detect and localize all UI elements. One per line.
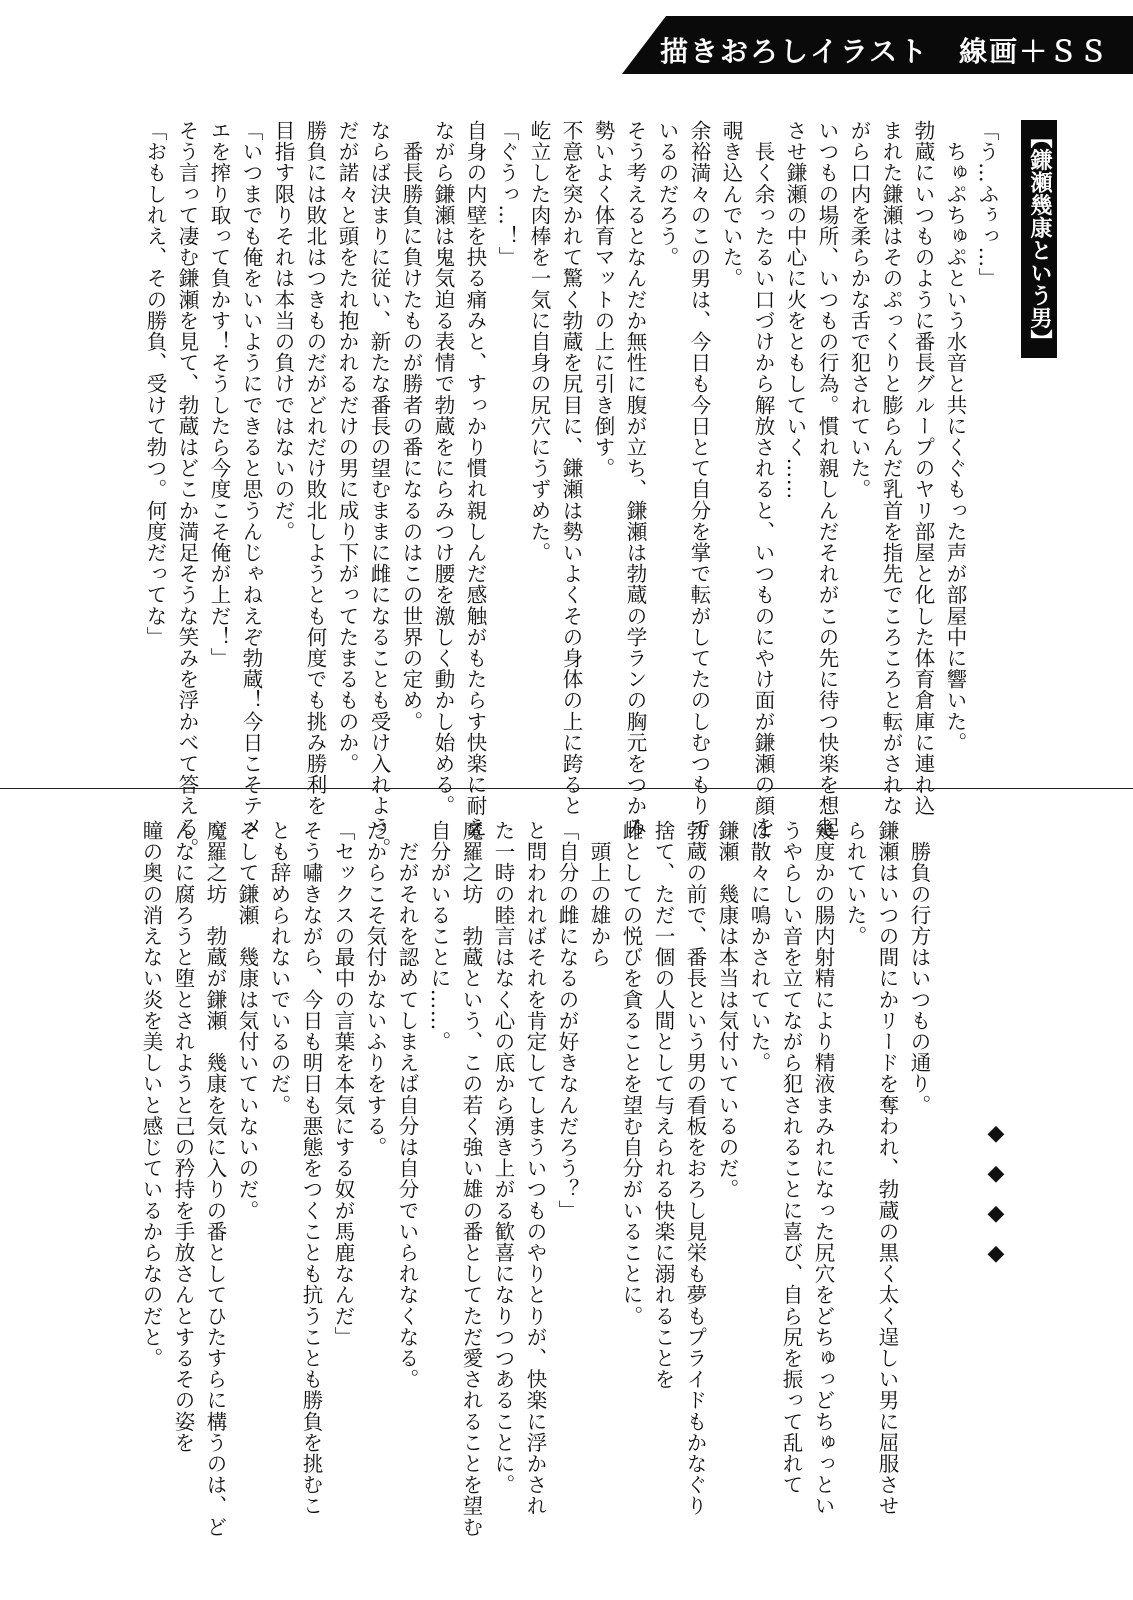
text-line: と問われればそれを肯定してしまういつものやりとりが、快楽に浮かされ	[523, 820, 547, 1517]
text-line: 捨て、ただ一個の人間として与えられる快楽に溺れることを	[651, 820, 675, 1390]
text-line: ながら鎌瀬は鬼気迫る表情で勃蔵をにらみつけ腰を激しく動かし始める。	[431, 120, 455, 817]
text-line: 瞳の奥の消えない炎を美しいと感じているからなのだと。	[139, 820, 163, 1369]
text-line: 勃蔵の前で、番長という男の看板をおろし見栄も夢もプライドもかなぐり	[683, 820, 707, 1517]
text-line: 勃蔵にいつものように番長グループのヤリ部屋と化した体育倉庫に連れ込	[911, 120, 935, 817]
text-line: とも辞められないでいるのだ。	[267, 820, 291, 1116]
text-line: 雌としての悦びを貪ることを望む自分がいることに。	[619, 820, 643, 1327]
story-bottom-lines	[135, 820, 935, 1580]
text-line: 長く余ったるい口づけから解放されると、いつものにやけ面が鎌瀬の顔を	[751, 120, 775, 838]
diamond-icon: ◆	[987, 1241, 1005, 1266]
text-line: た一時の睦言はなく心の底から湧き上がる歓喜になりつつあることに。	[491, 820, 515, 1496]
text-line: 自身の内壁を抉る痛みと、すっかり慣れ親しんだ感触がもたらす快楽に耐え	[463, 120, 487, 838]
story-top-lines	[139, 120, 1003, 859]
text-line: ならば決まりに従い、新たな番長の望むままに雌になることも受け入れよう。	[367, 120, 391, 859]
text-line: だが諾々と頭をたれ抱かれるだけの男に成り下がってたまるものか。	[335, 120, 359, 775]
text-line: 「う…ふぅっ…」	[975, 120, 999, 289]
text-line: 余裕満々のこの男は、今日も今日とて自分を掌で転がしてたのしむつもりで	[687, 120, 711, 838]
text-line: 勝負には敗北はつきものだがどれだけ敗北しようとも何度でも挑み勝利を	[303, 120, 327, 817]
text-line: そう考えるとなんだか無性に腹が立ち、鎌瀬は勃蔵の学ランの胸元をつかみ	[623, 120, 647, 838]
text-line: 鎌瀬はいつの間にかリードを奪われ、勃蔵の黒く太く逞しい男に屈服させ	[875, 820, 899, 1517]
text-line: 屹立した肉棒を一気に自身の尻穴にうずめた。	[527, 120, 551, 564]
text-line: 不意を突かれて驚く勃蔵を尻目に、鎌瀬は勢いよくその身体の上に跨ると	[559, 120, 583, 817]
text-line: 覗き込んでいた。	[719, 120, 743, 289]
text-line: は散々に鳴かされていた。	[747, 820, 771, 1074]
text-line: 勢いよく体育マットの上に引き倒す。	[591, 120, 615, 479]
text-line: 「セックスの最中の言葉を本気にする奴が馬鹿なんだ」	[331, 820, 355, 1348]
scene-separator	[986, 1114, 1006, 1274]
text-line: がら口内を柔らかな舌で犯されていた。	[847, 120, 871, 500]
story-bottom-section	[55, 820, 935, 1580]
text-line: そして鎌瀬 幾康は気付いていないのだ。	[235, 820, 259, 1221]
text-line: エを搾り取って負かす！そうしたら今度こそ俺が上だ！」	[207, 120, 231, 669]
text-line: 自分がいることに……。	[427, 820, 451, 1053]
text-line: 「自分の雌になるのが好きなんだろう？」	[555, 820, 579, 1221]
text-line: 魔羅之坊 勃蔵という、この若く強い雄の番としてただ愛されることを望む	[459, 820, 483, 1538]
text-line: そう言って凄む鎌瀬を見て、勃蔵はどこか満足そうな笑みを浮かべて答える。	[175, 120, 199, 859]
text-line: 目指す限りそれは本当の負けではないのだ。	[271, 120, 295, 542]
story-title: 【鎌瀬幾康という男】	[1021, 120, 1057, 358]
text-line: だからこそ気付かないふりをする。	[363, 820, 387, 1158]
text-line: うやらしい音を立てながら犯されることに喜び、自ら尻を振って乱れて	[779, 820, 803, 1496]
diamond-icon: ◆	[987, 1161, 1005, 1186]
text-line: いつもの場所、いつもの行為。慣れ親しんだそれがこの先に待つ快楽を想起	[815, 120, 839, 838]
text-line: そう嘯きながら、今日も明日も悪態をつくことも抗うことも勝負を挑むこ	[299, 820, 323, 1517]
text-line: まれた鎌瀬はそのぷっくりと膨らんだ乳首を指先でころころと転がされな	[879, 120, 903, 817]
text-line: んなに腐ろうと堕とされようと己の矜持を手放さんとするその姿を	[171, 820, 195, 1453]
text-line: させ鎌瀬の中心に火をともしていく……	[783, 120, 807, 500]
text-line: 頭上の雄から	[587, 820, 611, 968]
header-title: 描きおろしイラスト 線画＋ＳＳ	[660, 35, 1110, 68]
section-divider	[0, 788, 1133, 789]
text-line: 鎌瀬 幾康は本当は気付いているのだ。	[715, 820, 739, 1200]
text-line: ちゅぷちゅぷという水音と共にくぐもった声が部屋中に響いた。	[943, 120, 967, 753]
text-line: 幾度かの腸内射精により精液まみれになった尻穴をどちゅっどちゅっとい	[811, 820, 835, 1517]
text-line: られていた。	[843, 820, 867, 947]
text-line: いるのだろう。	[655, 120, 679, 268]
diamond-icon: ◆	[987, 1121, 1005, 1146]
text-line: 「ぐうっ…！」	[495, 120, 519, 268]
text-line: 「おもしれえ、その勝負、受けて勃つ。何度だってな」	[143, 120, 167, 648]
text-line: 番長勝負に負けたものが勝者の番になるのはこの世界の定め。	[399, 120, 423, 732]
text-line: 魔羅之坊 勃蔵が鎌瀬 幾康を気に入りの番としてひたすらに構うのは、ど	[203, 820, 227, 1538]
text-line: 勝負の行方はいつもの通り。	[907, 820, 931, 1116]
text-line: 「いつまでも俺をいいようにできると思うんじゃねえぞ勃蔵！今日こそテメ	[239, 120, 263, 838]
text-line: だがそれを認めてしまえば自分は自分でいられなくなる。	[395, 820, 419, 1390]
story-top-section	[97, 120, 1057, 859]
diamond-icon: ◆	[987, 1201, 1005, 1226]
